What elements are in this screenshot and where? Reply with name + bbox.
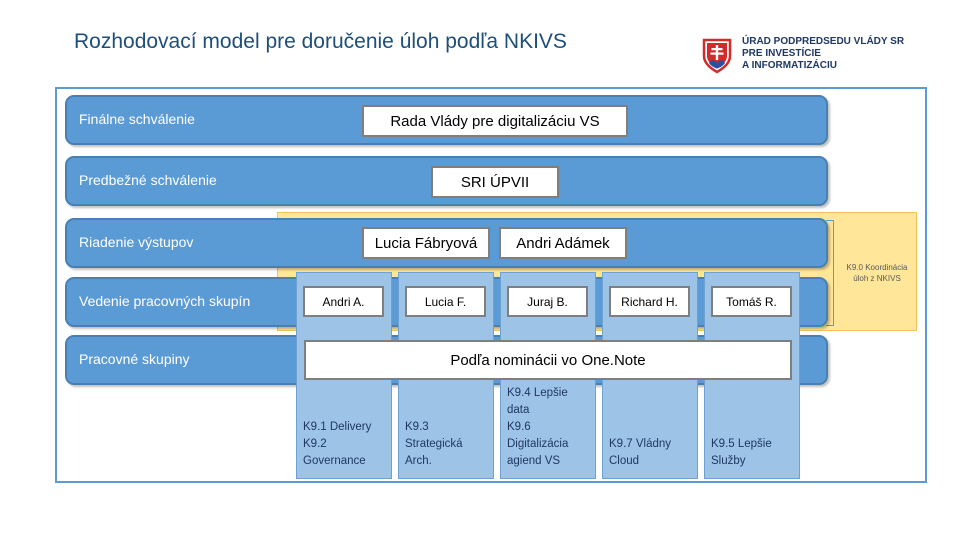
working-groups-box: Podľa nominácii vo One.Note (304, 340, 792, 380)
group-lead: Andri A. (303, 286, 384, 317)
workstream-label: K9.7 Vládny Cloud (609, 438, 672, 467)
workstream-label: K9.4 Lepšie data K9.6 Digitalizácia agiend VS (507, 387, 569, 467)
page-title: Rozhodovací model pre doručenie úloh podľa NKIVS (74, 30, 567, 53)
level-label: Riadenie výstupov (79, 234, 194, 250)
level-label: Predbežné schválenie (79, 172, 217, 188)
group-lead: Juraj B. (507, 286, 588, 317)
preliminary-approval-body: SRI ÚPVII (431, 166, 559, 198)
office-name: ÚRAD PODPREDSEDU VLÁDY SR PRE INVESTÍCIE A INFORMATIZÁCIU (742, 36, 905, 71)
level-label: Finálne schválenie (79, 111, 195, 127)
output-lead: Lucia Fábryová (362, 227, 490, 259)
office-logo (700, 34, 920, 74)
group-lead: Tomáš R. (711, 286, 792, 317)
coat-of-arms-icon (700, 34, 734, 74)
group-lead: Richard H. (609, 286, 690, 317)
final-approval-body: Rada Vlády pre digitalizáciu VS (362, 105, 628, 137)
workstream-label: K9.5 Lepšie Služby (711, 438, 772, 467)
group-lead: Lucia F. (405, 286, 486, 317)
workstream-label: K9.1 Delivery K9.2 Governance (303, 421, 372, 467)
output-lead: Andri Adámek (499, 227, 627, 259)
workstream-label: K9.3 Strategická Arch. (405, 421, 463, 467)
k90-note: K9.0 Koordinácia úloh z NKIVS (846, 263, 908, 283)
level-label: Vedenie pracovných skupín (79, 293, 251, 309)
level-label: Pracovné skupiny (79, 351, 190, 367)
